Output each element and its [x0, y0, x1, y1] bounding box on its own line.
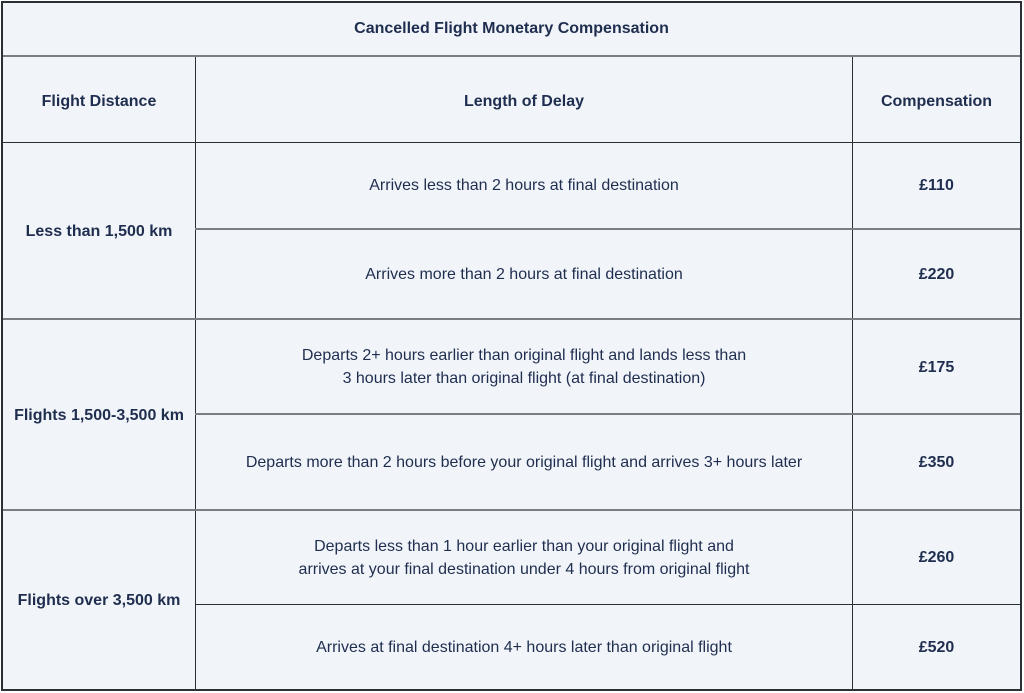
- table-row-compensation: £350: [918, 454, 955, 471]
- row-divider: [195, 413, 1020, 415]
- distance-1500-3500: Flights 1,500-3,500 km: [14, 406, 184, 424]
- row-divider: [195, 604, 1020, 605]
- table-row-delay: Arrives less than 2 hours at final destination: [369, 177, 679, 194]
- table-row-compensation: £260: [918, 549, 955, 566]
- group-divider: [3, 318, 1020, 320]
- distance-over-3500: Flights over 3,500 km: [17, 591, 181, 609]
- column-divider: [195, 57, 196, 689]
- delay-text-line: Departs 2+ hours earlier than original flight and lands less than: [301, 347, 747, 364]
- header-compensation: Compensation: [880, 92, 993, 110]
- header-divider: [3, 142, 1020, 143]
- table-row-delay: Arrives more than 2 hours at final destination: [365, 266, 683, 283]
- table-row-compensation: £520: [918, 638, 955, 656]
- column-divider: [852, 57, 853, 689]
- table-row-compensation: £175: [918, 358, 955, 376]
- header-length-of-delay: Length of Delay: [463, 92, 584, 110]
- row-divider: [195, 228, 1020, 230]
- delay-text-line: arrives at your final destination under 4 hours from original flight: [298, 560, 750, 578]
- table-row-compensation: £110: [919, 177, 954, 194]
- table-title: Cancelled Flight Monetary Compensation: [3, 3, 1020, 57]
- group-divider: [3, 509, 1020, 511]
- table-row-compensation: £220: [918, 266, 955, 283]
- table-row-delay: [196, 511, 852, 604]
- table-row-delay: [196, 320, 852, 414]
- table-row-delay: Departs more than 2 hours before your original flight and arrives 3+ hours later: [245, 454, 803, 471]
- delay-text-line: 3 hours later than original flight (at final destination): [342, 370, 706, 387]
- delay-text-line: Departs less than 1 hour earlier than your original flight and: [314, 537, 734, 555]
- distance-less-than-1500: Less than 1,500 km: [25, 222, 173, 240]
- table-row-delay: Arrives at final destination 4+ hours later than original flight: [316, 638, 732, 656]
- compensation-table: [1, 1, 1022, 691]
- header-flight-distance: Flight Distance: [41, 92, 157, 110]
